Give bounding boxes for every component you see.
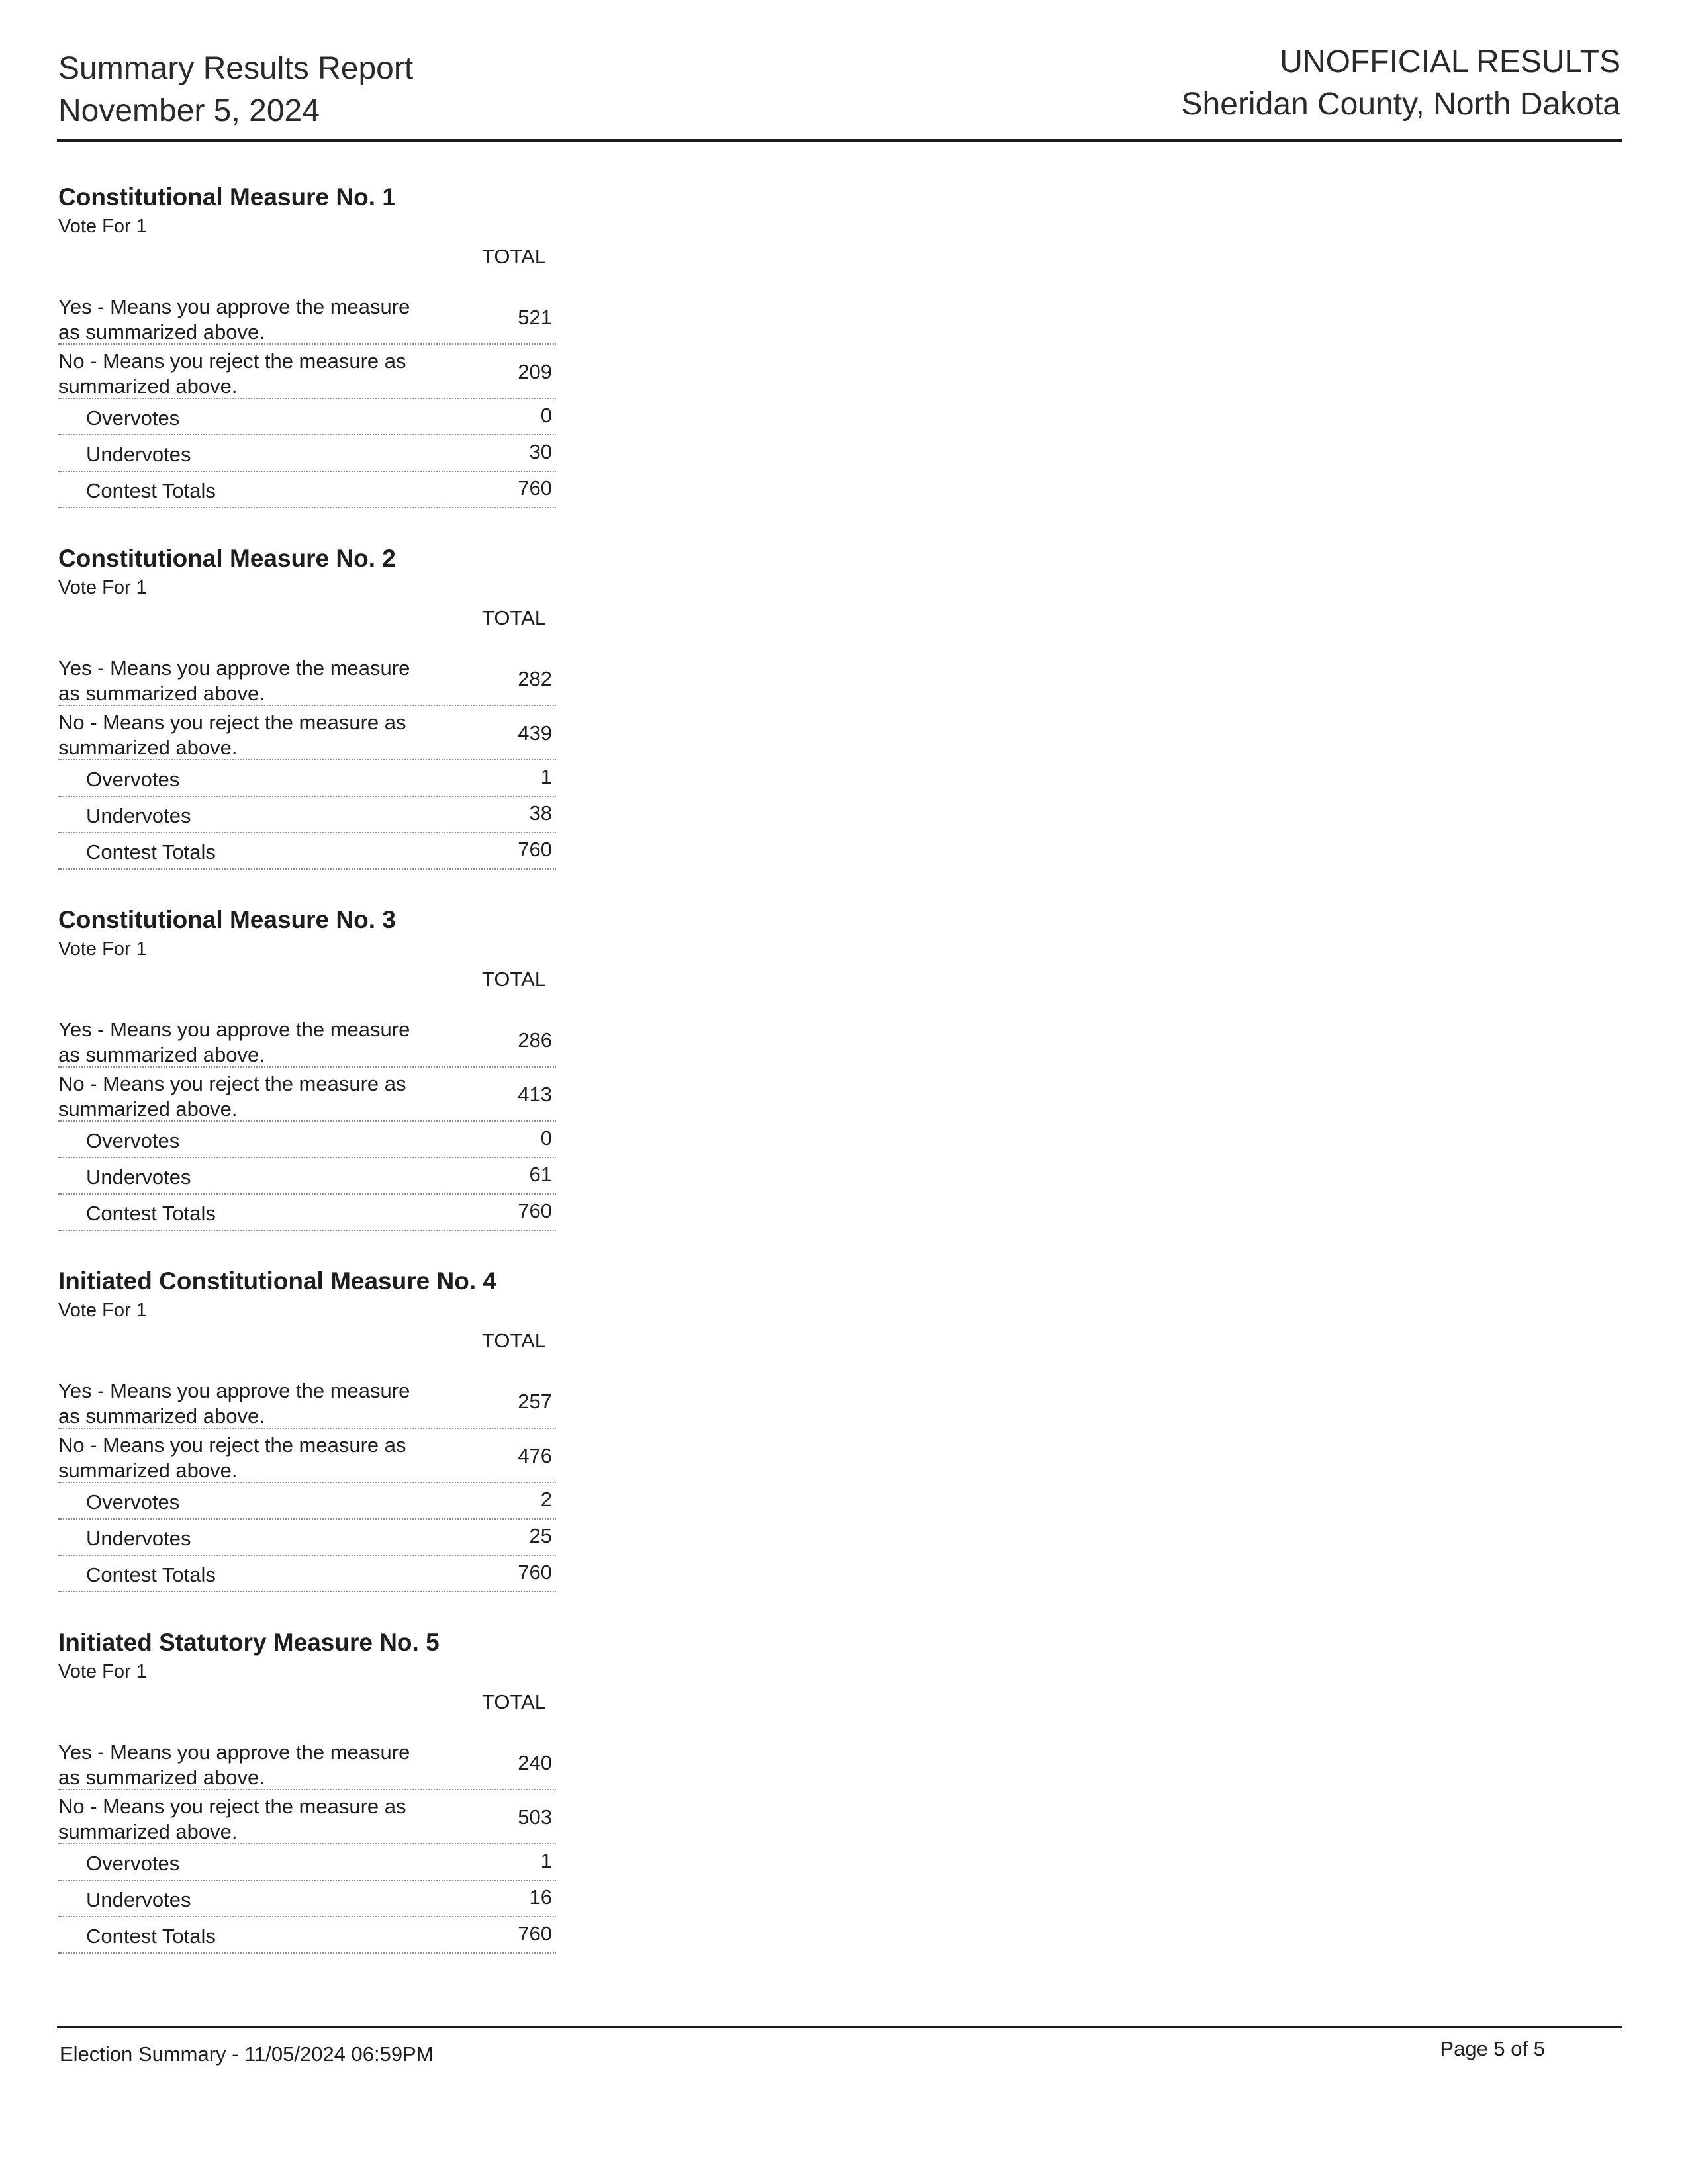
total-column-header: TOTAL <box>482 968 547 991</box>
summary-value: 30 <box>529 440 552 463</box>
choice-row-no <box>58 706 556 760</box>
summary-label: Overvotes <box>86 1852 180 1875</box>
choice-row-yes <box>58 1736 556 1790</box>
jurisdiction: Sheridan County, North Dakota <box>1181 87 1620 122</box>
summary-value: 1 <box>540 765 552 788</box>
summary-label: Contest Totals <box>86 1563 216 1586</box>
results-table <box>58 652 556 870</box>
choice-label: Yes - Means you approve the measure as summarized above. <box>58 1741 410 1789</box>
undervotes-row <box>58 1158 556 1195</box>
summary-label: Undervotes <box>86 443 191 466</box>
vote-for-label: Vote For 1 <box>58 577 147 598</box>
contest-totals-row <box>58 472 556 508</box>
report-header-right <box>1182 41 1620 126</box>
report-title: Summary Results Report <box>58 51 414 86</box>
undervotes-row <box>58 435 556 472</box>
total-column-header: TOTAL <box>482 1690 547 1713</box>
results-table <box>58 1736 556 1954</box>
results-table <box>58 1375 556 1592</box>
vote-for-label: Vote For 1 <box>58 1300 147 1321</box>
choice-row-no <box>58 1429 556 1483</box>
vote-for-label: Vote For 1 <box>58 938 147 960</box>
choice-row-yes <box>58 1013 556 1068</box>
overvotes-row <box>58 1122 556 1158</box>
choice-total: 282 <box>518 667 552 690</box>
contest-title: Constitutional Measure No. 1 <box>58 183 396 210</box>
choice-row-no <box>58 1068 556 1122</box>
contest-totals-row <box>58 1556 556 1592</box>
vote-for-label: Vote For 1 <box>58 1661 147 1682</box>
choice-label: Yes - Means you approve the measure as summarized above. <box>58 657 410 705</box>
header-divider <box>57 139 1622 142</box>
footer-divider <box>57 2026 1622 2028</box>
summary-label: Contest Totals <box>86 841 216 864</box>
contest-totals-row <box>58 833 556 870</box>
summary-label: Contest Totals <box>86 1202 216 1225</box>
results-status: UNOFFICIAL RESULTS <box>1280 44 1620 79</box>
choice-label: Yes - Means you approve the measure as summarized above. <box>58 1379 410 1428</box>
total-column-header: TOTAL <box>482 606 547 629</box>
summary-value: 0 <box>540 1126 552 1150</box>
summary-value: 0 <box>540 404 552 427</box>
page-number: Page 5 of 5 <box>1440 2037 1545 2060</box>
undervotes-row <box>58 1881 556 1917</box>
summary-value: 760 <box>518 838 552 861</box>
summary-label: Contest Totals <box>86 479 216 502</box>
undervotes-row <box>58 1520 556 1556</box>
summary-value: 2 <box>540 1488 552 1511</box>
overvotes-row <box>58 1483 556 1520</box>
choice-total: 413 <box>518 1083 552 1106</box>
choice-label: No - Means you reject the measure as summarized above. <box>58 1072 406 1120</box>
summary-value: 16 <box>529 1886 552 1909</box>
choice-total: 257 <box>518 1390 552 1413</box>
summary-value: 760 <box>518 1922 552 1945</box>
results-table <box>58 291 556 508</box>
footer-election-summary: Election Summary - 11/05/2024 06:59PM <box>60 2042 434 2066</box>
summary-label: Undervotes <box>86 1527 191 1550</box>
vote-for-label: Vote For 1 <box>58 216 147 237</box>
overvotes-row <box>58 760 556 797</box>
contest-title: Constitutional Measure No. 3 <box>58 906 396 933</box>
total-column-header: TOTAL <box>482 245 547 268</box>
choice-label: No - Means you reject the measure as summarized above. <box>58 711 406 759</box>
summary-value: 1 <box>540 1849 552 1872</box>
overvotes-row <box>58 399 556 435</box>
choice-total: 521 <box>518 306 552 329</box>
summary-value: 760 <box>518 1199 552 1222</box>
choice-label: Yes - Means you approve the measure as summarized above. <box>58 295 410 343</box>
choice-row-no <box>58 345 556 399</box>
choice-label: No - Means you reject the measure as summarized above. <box>58 349 406 398</box>
choice-total: 286 <box>518 1028 552 1052</box>
summary-label: Overvotes <box>86 768 180 791</box>
choice-label: No - Means you reject the measure as summarized above. <box>58 1433 406 1482</box>
summary-label: Overvotes <box>86 1490 180 1514</box>
contest-title: Constitutional Measure No. 2 <box>58 545 396 572</box>
summary-label: Undervotes <box>86 1888 191 1911</box>
choice-label: No - Means you reject the measure as summarized above. <box>58 1795 406 1843</box>
contest-totals-row <box>58 1195 556 1231</box>
choice-row-yes <box>58 652 556 706</box>
summary-label: Overvotes <box>86 1129 180 1152</box>
contest-title: Initiated Constitutional Measure No. 4 <box>58 1267 496 1295</box>
summary-value: 760 <box>518 477 552 500</box>
choice-row-yes <box>58 1375 556 1429</box>
summary-value: 25 <box>529 1524 552 1547</box>
summary-label: Undervotes <box>86 804 191 827</box>
contest-title: Initiated Statutory Measure No. 5 <box>58 1629 440 1656</box>
report-header-left <box>58 48 413 132</box>
choice-row-no <box>58 1790 556 1844</box>
summary-label: Undervotes <box>86 1165 191 1189</box>
summary-value: 760 <box>518 1561 552 1584</box>
choice-total: 439 <box>518 721 552 745</box>
results-table <box>58 1013 556 1231</box>
choice-total: 209 <box>518 360 552 383</box>
contest-totals-row <box>58 1917 556 1954</box>
overvotes-row <box>58 1844 556 1881</box>
summary-value: 38 <box>529 801 552 825</box>
report-date: November 5, 2024 <box>58 93 320 128</box>
summary-label: Contest Totals <box>86 1925 216 1948</box>
choice-label: Yes - Means you approve the measure as summarized above. <box>58 1018 410 1066</box>
choice-total: 240 <box>518 1751 552 1774</box>
summary-value: 61 <box>529 1163 552 1186</box>
choice-total: 503 <box>518 1805 552 1829</box>
undervotes-row <box>58 797 556 833</box>
total-column-header: TOTAL <box>482 1329 547 1352</box>
choice-row-yes <box>58 291 556 345</box>
choice-total: 476 <box>518 1444 552 1467</box>
summary-label: Overvotes <box>86 406 180 430</box>
